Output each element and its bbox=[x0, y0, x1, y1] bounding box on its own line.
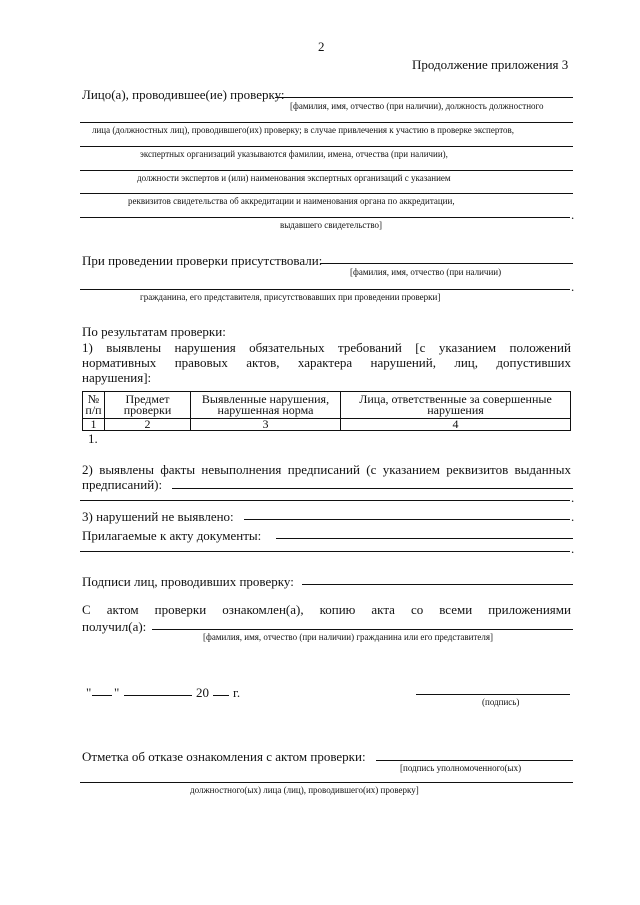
column-number: 2 bbox=[105, 419, 191, 431]
date-month-line[interactable] bbox=[124, 695, 192, 696]
inspectors-line-5[interactable] bbox=[80, 193, 573, 194]
inspectors-line-4[interactable] bbox=[80, 170, 573, 171]
column-number: 3 bbox=[191, 419, 341, 431]
present-line-1[interactable] bbox=[320, 263, 573, 264]
inspectors-end-dot: . bbox=[571, 207, 575, 222]
table-numbering-row bbox=[83, 419, 571, 431]
table-row-label: 1. bbox=[88, 431, 98, 446]
inspectors-line-3[interactable] bbox=[80, 146, 573, 147]
item2-word: предписаний bbox=[287, 462, 360, 477]
item2-word: указанием bbox=[382, 462, 440, 477]
present-line-2[interactable] bbox=[80, 289, 570, 290]
date-year-suffix: г. bbox=[233, 685, 241, 700]
inspectors-caption-1: [фамилия, имя, отчество (при наличии), должность должностного bbox=[290, 101, 544, 111]
acquainted-word: копию bbox=[319, 602, 356, 617]
signatures-line[interactable] bbox=[302, 584, 573, 585]
item2-word: выданных bbox=[514, 462, 571, 477]
signatures-label: Подписи лиц, проводивших проверку: bbox=[82, 574, 294, 589]
header-cell-number: № п/п bbox=[83, 392, 105, 419]
present-label: При проведении проверки присутствовали: bbox=[82, 253, 323, 268]
item1-word: указанием bbox=[438, 340, 497, 355]
attached-line-1[interactable] bbox=[276, 538, 573, 539]
violations-table bbox=[82, 391, 571, 431]
signature-line[interactable] bbox=[416, 694, 570, 695]
item2-word: 2) bbox=[82, 462, 93, 477]
acquainted-line-2: получил(а): bbox=[82, 619, 147, 634]
item2-line-field-2[interactable] bbox=[80, 500, 570, 501]
acquainted-word: С bbox=[82, 602, 91, 617]
inspectors-caption-4: должности экспертов и (или) наименования экспертных организаций с указанием bbox=[137, 173, 451, 183]
signature-caption: (подпись) bbox=[482, 697, 520, 707]
attached-end-dot: . bbox=[571, 541, 575, 556]
attached-label: Прилагаемые к акту документы: bbox=[82, 528, 262, 543]
item1-word: нарушений, bbox=[370, 355, 436, 370]
item2-line-2: предписаний): bbox=[82, 477, 163, 492]
item2-line-1 bbox=[82, 463, 571, 476]
item1-line-3: нарушения]: bbox=[82, 370, 152, 385]
inspectors-caption-3: экспертных организаций указываются фамилии, имена, отчества (при наличии), bbox=[140, 149, 448, 159]
acquainted-line-1 bbox=[82, 603, 571, 616]
item2-word: невыполнения bbox=[201, 462, 282, 477]
inspectors-caption-6: выдавшего свидетельство] bbox=[280, 220, 383, 230]
date-quote-open: " bbox=[86, 685, 92, 700]
item1-word: 1) bbox=[82, 340, 93, 355]
item2-word: реквизитов bbox=[446, 462, 509, 477]
date-year-prefix: 20 bbox=[196, 685, 209, 700]
column-number: 1 bbox=[83, 419, 105, 431]
item1-word: положений bbox=[509, 340, 571, 355]
refusal-line-2[interactable] bbox=[80, 782, 573, 783]
present-caption-2: гражданина, его представителя, присутствовавших при проведении проверки] bbox=[140, 292, 441, 302]
table-header-row bbox=[83, 392, 571, 419]
item3-end-dot: . bbox=[571, 509, 575, 524]
date-year-line[interactable] bbox=[213, 695, 229, 696]
acquainted-line-field[interactable] bbox=[152, 629, 573, 630]
acquainted-word: со bbox=[410, 602, 424, 617]
acquainted-word: проверки bbox=[154, 602, 207, 617]
item1-word: обязательных bbox=[249, 340, 325, 355]
header-cell-violations: Выявленные нарушения, нарушенная норма bbox=[191, 392, 341, 419]
item3-label: 3) нарушений не выявлено: bbox=[82, 509, 234, 524]
acquainted-word: ознакомлен(а), bbox=[222, 602, 304, 617]
item1-word: выявлены bbox=[106, 340, 162, 355]
item1-word: нарушения bbox=[174, 340, 236, 355]
refusal-label: Отметка об отказе ознакомления с актом проверки: bbox=[82, 749, 366, 764]
item1-word: нормативных bbox=[82, 355, 157, 370]
inspectors-caption-2: лица (должностных лиц), проводившего(их) проверку; в случае привлечения к участию в проверке экспертов, bbox=[92, 125, 515, 135]
item1-word: допустивших bbox=[496, 355, 571, 370]
item1-word: правовых bbox=[174, 355, 228, 370]
header-cell-subject: Предмет проверки bbox=[105, 392, 191, 419]
header-cell-responsible: Лица, ответственные за совершенные нарушения bbox=[341, 392, 571, 419]
item2-word: факты bbox=[160, 462, 196, 477]
item1-word: лиц, bbox=[454, 355, 479, 370]
acquainted-word: акта bbox=[371, 602, 395, 617]
inspectors-line-6[interactable] bbox=[80, 217, 570, 218]
item1-line-1 bbox=[82, 341, 571, 354]
item2-line-field-1[interactable] bbox=[172, 488, 573, 489]
item1-word: [с bbox=[415, 340, 426, 355]
acquainted-word: всеми bbox=[439, 602, 473, 617]
results-heading: По результатам проверки: bbox=[82, 324, 226, 339]
attached-line-2[interactable] bbox=[80, 551, 570, 552]
column-number: 4 bbox=[341, 419, 571, 431]
item2-end-dot: . bbox=[571, 490, 575, 505]
item1-word: требований bbox=[338, 340, 402, 355]
page-number: 2 bbox=[318, 39, 325, 54]
item1-word: актов, bbox=[246, 355, 280, 370]
acquainted-word: приложениями bbox=[488, 602, 571, 617]
date-day-line[interactable] bbox=[92, 695, 112, 696]
inspectors-line-1[interactable] bbox=[275, 97, 573, 98]
item1-line-2 bbox=[82, 356, 571, 369]
present-end-dot: . bbox=[571, 279, 575, 294]
refusal-caption-1: [подпись уполномоченного(ых) bbox=[400, 763, 522, 773]
continuation-label: Продолжение приложения 3 bbox=[412, 57, 569, 72]
inspectors-label: Лицо(а), проводившее(ие) проверку: bbox=[82, 87, 285, 102]
refusal-caption-2: должностного(ых) лица (лиц), проводившего(их) проверку] bbox=[190, 785, 419, 795]
date-quote-close: " bbox=[114, 685, 120, 700]
item3-line[interactable] bbox=[244, 519, 570, 520]
item1-word: характера bbox=[297, 355, 353, 370]
item2-word: (с bbox=[366, 462, 377, 477]
present-caption-1: [фамилия, имя, отчество (при наличии) bbox=[350, 267, 502, 277]
inspectors-line-2[interactable] bbox=[80, 122, 573, 123]
refusal-line-1[interactable] bbox=[376, 760, 573, 761]
acquainted-caption: [фамилия, имя, отчество (при наличии) гражданина или его представителя] bbox=[203, 632, 494, 642]
item2-word: выявлены bbox=[99, 462, 154, 477]
acquainted-word: актом bbox=[106, 602, 139, 617]
inspectors-caption-5: реквизитов свидетельства об аккредитации и наименования органа по аккредитации, bbox=[128, 196, 455, 206]
